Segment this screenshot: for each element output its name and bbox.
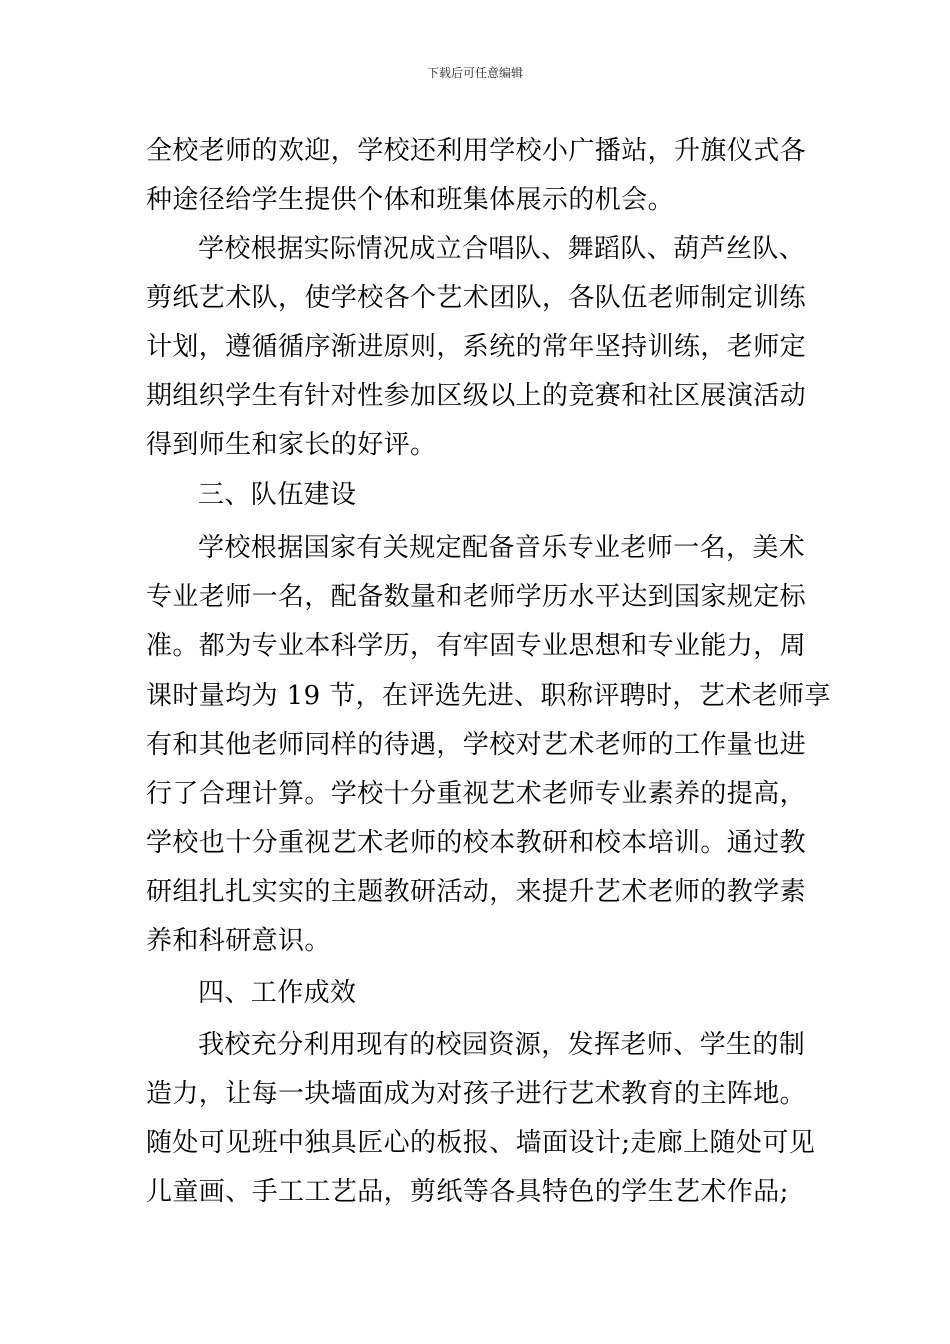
body-line: 养和科研意识。	[146, 926, 331, 956]
body-line: 行了合理计算。学校十分重视艺术老师专业素养的提高，	[146, 779, 807, 809]
body-line: 随处可见班中独具匠心的板报、墙面设计;走廊上随处可见	[146, 1128, 816, 1158]
body-line: 学校也十分重视艺术老师的校本教研和校本培训。通过教	[146, 828, 807, 858]
body-line: 全校老师的欢迎，学校还利用学校小广播站，升旗仪式各	[146, 136, 807, 166]
body-line: 课时量均为 19 节，在评选先进、职称评聘时，艺术老师享	[146, 681, 831, 711]
body-line: 学校根据国家有关规定配备音乐专业老师一名，美术	[198, 533, 806, 563]
page-header: 下载后可任意编辑	[426, 66, 523, 80]
section-heading: 三、队伍建设	[198, 480, 357, 510]
section-heading: 四、工作成效	[198, 978, 357, 1008]
body-line: 我校充分利用现有的校园资源，发挥老师、学生的制	[198, 1030, 806, 1060]
body-line: 儿童画、手工工艺品，剪纸等各具特色的学生艺术作品;	[146, 1177, 789, 1207]
body-line: 种途径给学生提供个体和班集体展示的机会。	[146, 185, 675, 215]
body-line: 造力，让每一块墙面成为对孩子进行艺术教育的主阵地。	[146, 1079, 807, 1109]
body-line: 研组扎扎实实的主题教研活动，来提升艺术老师的教学素	[146, 877, 807, 907]
body-line: 专业老师一名，配备数量和老师学历水平达到国家规定标	[146, 582, 807, 612]
body-line: 准。都为专业本科学历，有牢固专业思想和专业能力，周	[146, 631, 807, 661]
body-line: 有和其他老师同样的待遇，学校对艺术老师的工作量也进	[146, 730, 807, 760]
body-line: 得到师生和家长的好评。	[146, 430, 437, 460]
body-line: 计划，遵循循序渐进原则，系统的常年坚持训练，老师定	[146, 332, 807, 362]
body-line: 期组织学生有针对性参加区级以上的竞赛和社区展演活动	[146, 381, 807, 411]
body-line: 剪纸艺术队，使学校各个艺术团队，各队伍老师制定训练	[146, 283, 807, 313]
body-line: 学校根据实际情况成立合唱队、舞蹈队、葫芦丝队、	[198, 234, 806, 264]
